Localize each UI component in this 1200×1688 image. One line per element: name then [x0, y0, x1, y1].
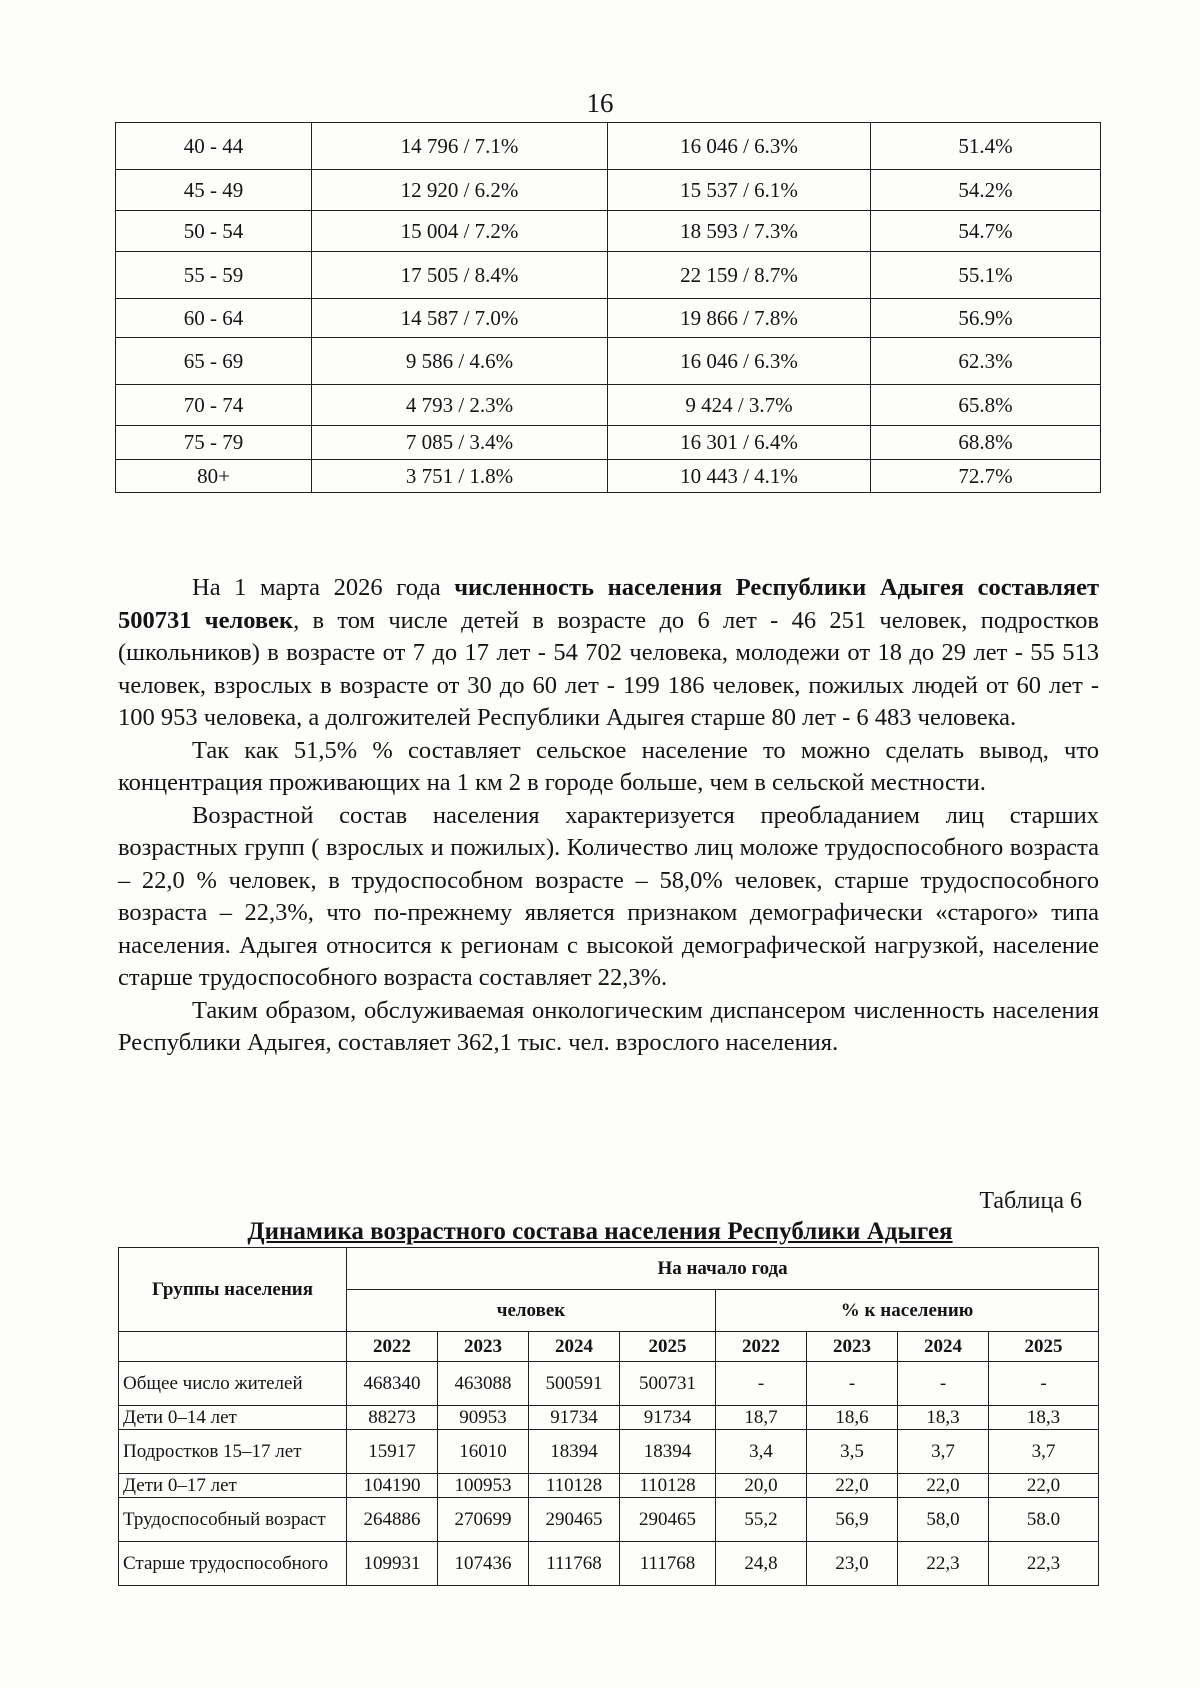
group-label-cell: Подростков 15–17 лет	[119, 1430, 347, 1474]
value-cell: 16 301 / 6.4%	[608, 426, 871, 460]
header-start-of-year: На начало года	[347, 1248, 1099, 1290]
age-group-cell: 55 - 59	[116, 252, 312, 299]
value-cell: 65.8%	[871, 385, 1101, 426]
value-cell: 111768	[529, 1542, 620, 1586]
value-cell: 58,0	[898, 1498, 989, 1542]
year-header: 2024	[898, 1332, 989, 1362]
table-row	[116, 211, 1101, 252]
value-cell: 24,8	[716, 1542, 807, 1586]
value-cell: -	[989, 1362, 1099, 1406]
header-groups: Группы населения	[119, 1248, 347, 1332]
table-row	[119, 1362, 1099, 1406]
table-row	[119, 1542, 1099, 1586]
value-cell: 500591	[529, 1362, 620, 1406]
table-row	[119, 1474, 1099, 1498]
paragraph-population: На 1 марта 2026 года численность населения Республики Адыгея составляет 500731 человек, в том числе детей в возрасте до 6 лет - 46 251 человек, подростков (школьников) в возрасте от 7 до 17 лет - 54 702 человека, молодежи от 18 до 29 лет - 55 513 человек, взрослых в возрасте от 30 до 60 лет - 199 186 человек, пожилых людей от 60 лет - 100 953 человека, а долгожителей Республики Адыгея старше 80 лет - 6 483 человека.	[118, 574, 1100, 731]
header-people: человек	[347, 1290, 716, 1332]
value-cell: 55.1%	[871, 252, 1101, 299]
value-cell: 14 587 / 7.0%	[312, 299, 608, 338]
paragraph-rural: Так как 51,5% % составляет сельское население то можно сделать вывод, что концентрация проживающих на 1 км 2 в городе больше, чем в сельской местности.	[118, 736, 1099, 796]
body-text	[118, 572, 1099, 1060]
table-row	[116, 123, 1101, 170]
value-cell: 72.7%	[871, 460, 1101, 493]
value-cell: 9 424 / 3.7%	[608, 385, 871, 426]
value-cell: 18394	[620, 1430, 716, 1474]
value-cell: 107436	[438, 1542, 529, 1586]
value-cell: 500731	[620, 1362, 716, 1406]
year-header: 2022	[347, 1332, 438, 1362]
table-row	[119, 1406, 1099, 1430]
value-cell: 18,7	[716, 1406, 807, 1430]
age-group-cell: 45 - 49	[116, 170, 312, 211]
year-header: 2023	[438, 1332, 529, 1362]
value-cell: 3,7	[898, 1430, 989, 1474]
value-cell: 3,7	[989, 1430, 1099, 1474]
year-header: 2023	[807, 1332, 898, 1362]
table-row	[116, 338, 1101, 385]
value-cell: 18 593 / 7.3%	[608, 211, 871, 252]
value-cell: 22,0	[989, 1474, 1099, 1498]
value-cell: 54.2%	[871, 170, 1101, 211]
value-cell: 56,9	[807, 1498, 898, 1542]
table-row	[116, 170, 1101, 211]
value-cell: 16 046 / 6.3%	[608, 338, 871, 385]
age-group-cell: 80+	[116, 460, 312, 493]
paragraph-age-structure: Возрастной состав населения характеризуется преобладанием лиц старших возрастных групп ( взрослых и пожилых). Количество лиц моложе трудоспособного возраста – 22,0 % человек, в трудоспособном возрасте – 58,0% человек, старше трудоспособного возраста – 22,3%, что по-прежнему является признаком демографически «старого» типа населения. Адыгея относится к регионам с высокой демографической нагрузкой, население старше трудоспособного возраста составляет 22,3%.	[118, 801, 1099, 991]
value-cell: 3,4	[716, 1430, 807, 1474]
group-label-cell: Старше трудоспособного	[119, 1542, 347, 1586]
value-cell: 22,3	[898, 1542, 989, 1586]
value-cell: 17 505 / 8.4%	[312, 252, 608, 299]
age-group-cell: 50 - 54	[116, 211, 312, 252]
value-cell: 100953	[438, 1474, 529, 1498]
age-group-cell: 70 - 74	[116, 385, 312, 426]
age-dynamics-table	[118, 1247, 1099, 1586]
age-group-cell: 75 - 79	[116, 426, 312, 460]
value-cell: 3,5	[807, 1430, 898, 1474]
value-cell: 19 866 / 7.8%	[608, 299, 871, 338]
value-cell: 20,0	[716, 1474, 807, 1498]
value-cell: 4 793 / 2.3%	[312, 385, 608, 426]
value-cell: 51.4%	[871, 123, 1101, 170]
value-cell: 90953	[438, 1406, 529, 1430]
group-label-cell: Дети 0–17 лет	[119, 1474, 347, 1498]
age-group-cell: 65 - 69	[116, 338, 312, 385]
value-cell: 270699	[438, 1498, 529, 1542]
group-label-cell: Трудоспособный возраст	[119, 1498, 347, 1542]
value-cell: 55,2	[716, 1498, 807, 1542]
value-cell: 56.9%	[871, 299, 1101, 338]
value-cell: 9 586 / 4.6%	[312, 338, 608, 385]
value-cell: 14 796 / 7.1%	[312, 123, 608, 170]
value-cell: 58.0	[989, 1498, 1099, 1542]
table-row	[116, 252, 1101, 299]
year-header: 2022	[716, 1332, 807, 1362]
value-cell: 111768	[620, 1542, 716, 1586]
value-cell: 88273	[347, 1406, 438, 1430]
value-cell: 15917	[347, 1430, 438, 1474]
table-row	[119, 1498, 1099, 1542]
value-cell: -	[807, 1362, 898, 1406]
value-cell: 22 159 / 8.7%	[608, 252, 871, 299]
value-cell: 463088	[438, 1362, 529, 1406]
table-row	[116, 460, 1101, 493]
value-cell: 22,3	[989, 1542, 1099, 1586]
value-cell: -	[898, 1362, 989, 1406]
value-cell: 104190	[347, 1474, 438, 1498]
table-row	[119, 1430, 1099, 1474]
value-cell: 468340	[347, 1362, 438, 1406]
value-cell: 23,0	[807, 1542, 898, 1586]
age-distribution-table	[115, 122, 1101, 493]
age-group-cell: 40 - 44	[116, 123, 312, 170]
age-group-cell: 60 - 64	[116, 299, 312, 338]
year-header: 2025	[620, 1332, 716, 1362]
header-empty	[119, 1332, 347, 1362]
table-label: Таблица 6	[979, 1188, 1082, 1214]
value-cell: 10 443 / 4.1%	[608, 460, 871, 493]
value-cell: 91734	[620, 1406, 716, 1430]
value-cell: 15 537 / 6.1%	[608, 170, 871, 211]
value-cell: 62.3%	[871, 338, 1101, 385]
value-cell: 18,3	[898, 1406, 989, 1430]
value-cell: 290465	[529, 1498, 620, 1542]
value-cell: 16010	[438, 1430, 529, 1474]
group-label-cell: Дети 0–14 лет	[119, 1406, 347, 1430]
value-cell: 18,3	[989, 1406, 1099, 1430]
table-row	[116, 426, 1101, 460]
value-cell: 290465	[620, 1498, 716, 1542]
value-cell: 7 085 / 3.4%	[312, 426, 608, 460]
group-label-cell: Общее число жителей	[119, 1362, 347, 1406]
value-cell: -	[716, 1362, 807, 1406]
value-cell: 16 046 / 6.3%	[608, 123, 871, 170]
value-cell: 22,0	[807, 1474, 898, 1498]
table-row	[116, 299, 1101, 338]
header-percent: % к населению	[716, 1290, 1099, 1332]
value-cell: 22,0	[898, 1474, 989, 1498]
value-cell: 68.8%	[871, 426, 1101, 460]
value-cell: 54.7%	[871, 211, 1101, 252]
page-number: 16	[586, 88, 614, 118]
value-cell: 3 751 / 1.8%	[312, 460, 608, 493]
table-row	[116, 385, 1101, 426]
paragraph-adult-population: Таким образом, обслуживаемая онкологическим диспансером численность населения Республики Адыгея, составляет 362,1 тыс. чел. взрослого населения.	[118, 996, 1099, 1056]
year-header: 2024	[529, 1332, 620, 1362]
value-cell: 109931	[347, 1542, 438, 1586]
value-cell: 18394	[529, 1430, 620, 1474]
value-cell: 110128	[529, 1474, 620, 1498]
value-cell: 18,6	[807, 1406, 898, 1430]
year-header: 2025	[989, 1332, 1099, 1362]
value-cell: 15 004 / 7.2%	[312, 211, 608, 252]
value-cell: 12 920 / 6.2%	[312, 170, 608, 211]
value-cell: 264886	[347, 1498, 438, 1542]
value-cell: 91734	[529, 1406, 620, 1430]
value-cell: 110128	[620, 1474, 716, 1498]
table-title: Динамика возрастного состава населения Республики Адыгея	[247, 1218, 953, 1245]
